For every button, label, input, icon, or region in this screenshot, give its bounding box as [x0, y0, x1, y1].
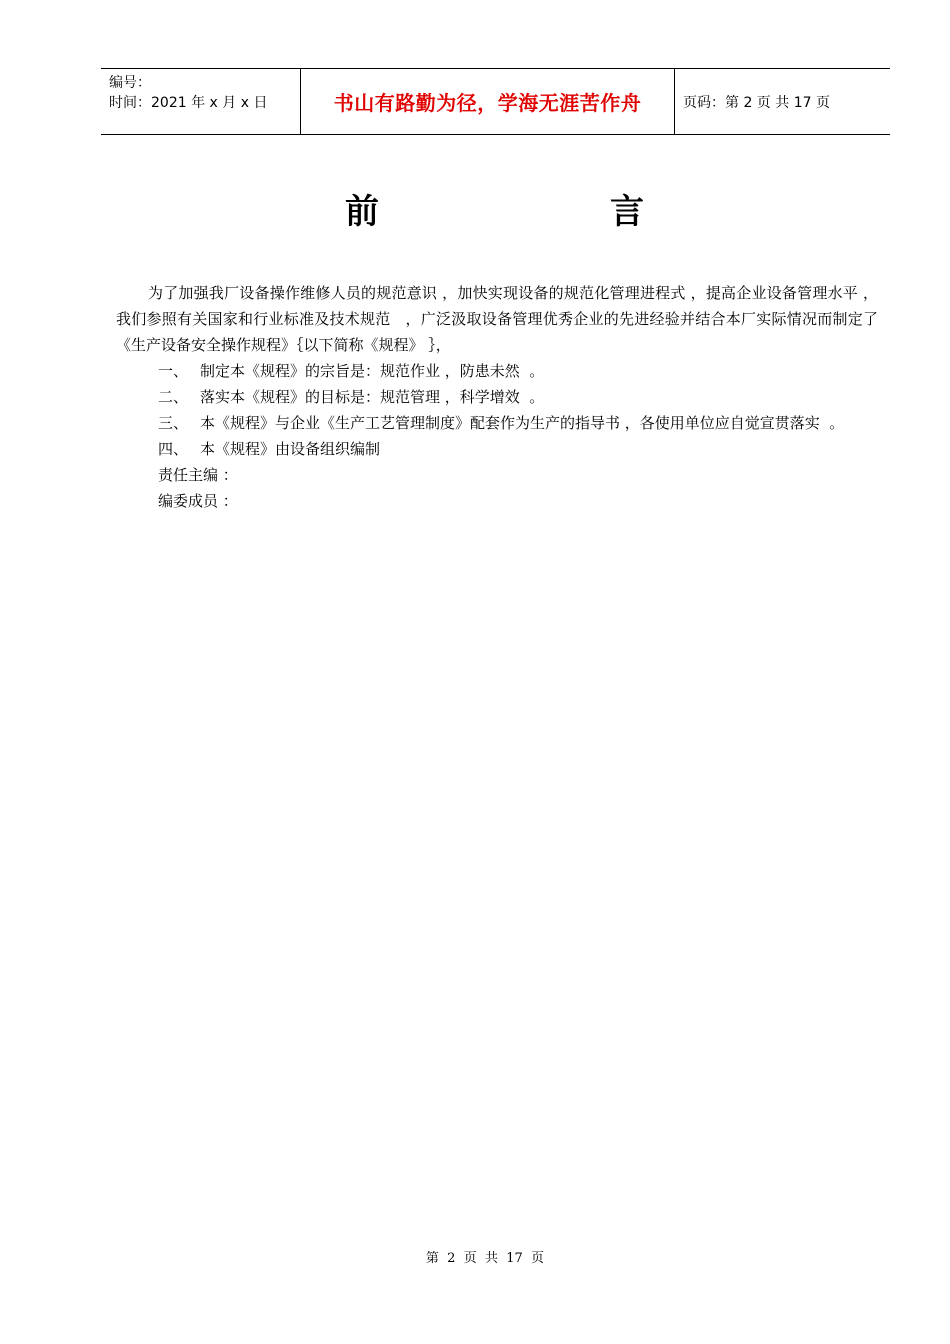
document-time-label: 时间：2021 年 x 月 x 日	[109, 95, 268, 111]
list-item	[158, 410, 878, 436]
editor-in-chief-line: 责任主编 ：	[158, 466, 238, 484]
list-item	[158, 384, 878, 410]
list-item-text: 落实本《规程》的目标是：规范管理 ，科学增效 。	[200, 388, 545, 406]
header-motto: 书山有路勤为径，学海无涯苦作舟	[301, 69, 675, 134]
editorial-members-line: 编委成员 ：	[158, 492, 238, 510]
document-header	[101, 68, 890, 135]
list-item	[158, 358, 878, 384]
list-item-number: 四、	[158, 440, 189, 458]
list-item-number: 二、	[158, 388, 189, 406]
header-meta-cell	[101, 69, 301, 134]
list-item-number: 一、	[158, 362, 189, 380]
intro-paragraph: 为了加强我厂设备操作维修人员的规范意识 ，加快实现设备的规范化管理进程式 ，提高企业设备管理水平 ，我们参照有关国家和行业标准及技术规范 ，广泛汲取设备管理优秀企业的先进经验并结合本厂实际情况而制定了《生产设备安全操作规程》｛以下简称《规程》 ｝，	[116, 284, 878, 354]
document-number-label: 编号：	[109, 75, 151, 91]
header-page-info: 页码：第 2 页 共 17 页	[683, 94, 830, 111]
list-item	[158, 436, 878, 462]
page-footer: 第 2 页 共 17 页	[425, 1251, 545, 1266]
page-title-char-1: 前	[345, 192, 379, 232]
list-item-text: 本《规程》与企业《生产工艺管理制度》配套作为生产的指导书 ，各使用单位应自觉宣贯落实 。	[200, 414, 845, 432]
list-item-text: 制定本《规程》的宗旨是：规范作业 ，防患未然 。	[200, 362, 545, 380]
list-item-number: 三、	[158, 414, 189, 432]
list-item-text: 本《规程》由设备组织编制	[200, 440, 381, 458]
preface-body	[116, 280, 878, 514]
page-title-char-2: 言	[610, 192, 644, 232]
page-title	[0, 184, 950, 232]
